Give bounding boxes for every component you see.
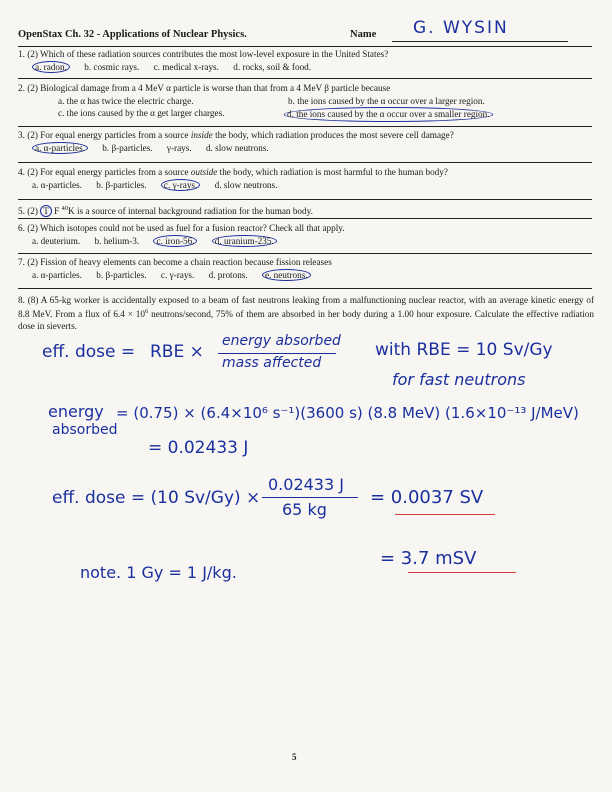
question-5 [18, 203, 596, 218]
divider [18, 78, 592, 79]
divider [18, 126, 592, 127]
rbe-value-note: with RBE = 10 Sv/Gy [375, 340, 553, 360]
question-stem: 6. (2) Which isotopes could not be used as fuel for a fusion reactor? Check all that apply. [18, 223, 345, 233]
option-b: b. the ions caused by the α occur over a larger region. [288, 95, 485, 106]
option-a: a. α-particles. [32, 179, 82, 190]
answer-millisieverts: = 3.7 mSV [380, 548, 477, 569]
question-6 [18, 222, 596, 247]
answer-underline [408, 572, 516, 573]
question-2 [18, 82, 596, 120]
option-d: d. slow neutrons. [214, 179, 278, 190]
divider [18, 199, 592, 200]
fraction-numerator: energy absorbed [222, 333, 341, 349]
answer-underline [395, 514, 495, 515]
answer-options [18, 269, 596, 282]
option-d: d. rocks, soil & food. [233, 61, 312, 72]
question-stem: 2. (2) Biological damage from a 4 MeV α particle is worse than that from a 4 MeV β particle because [18, 83, 391, 93]
energy-expression: = (0.75) × (6.4×10⁶ s⁻¹)(3600 s) (8.8 MeV) (1.6×10⁻¹³ J/MeV) [116, 404, 579, 422]
option-b: b. β-particles. [96, 269, 147, 280]
option-c: c. the ions caused by the α get larger charges. [58, 108, 225, 118]
option-d-circled: d. uranium-235. [212, 235, 277, 247]
eff-dose-label: eff. dose = [42, 342, 136, 362]
answer-sieverts: = 0.0037 SV [370, 487, 484, 508]
divider [18, 162, 592, 163]
question-4 [18, 166, 596, 191]
rbe-term: RBE × [150, 342, 204, 362]
option-a: a. the α has twice the electric charge. [58, 95, 194, 106]
option-b: b. helium-3. [94, 235, 140, 246]
question-stem: 1. (2) Which of these radiation sources contributes the most low-level exposure in the United States? [18, 49, 389, 59]
option-c-circled: c. iron-56. [153, 235, 197, 247]
option-b: b. cosmic rays. [84, 61, 140, 72]
question-1 [18, 48, 596, 73]
option-c: γ-rays. [166, 142, 192, 153]
true-circled: T [40, 205, 52, 217]
option-d: d. protons. [208, 269, 248, 280]
option-a-circled: a. α-particles. [32, 142, 88, 154]
option-a: a. α-particles. [32, 269, 82, 280]
divider [18, 253, 592, 254]
name-underline [392, 41, 568, 42]
question-stem: 4. (2) For equal energy particles from a source outside the body, which radiation is most harmful to the human body? [18, 167, 448, 177]
energy-result: = 0.02433 J [148, 438, 249, 458]
false-option: F [54, 206, 60, 217]
question-number: 5. (2) [18, 206, 38, 217]
fraction-bar [262, 497, 358, 498]
question-stem: 7. (2) Fission of heavy elements can become a chain reaction because fission releases [18, 257, 332, 267]
option-a: a. deuterium. [32, 235, 81, 246]
option-b: b. β-particles. [102, 142, 153, 153]
name-label: Name [350, 29, 377, 40]
eff-dose-calculation: eff. dose = (10 Sv/Gy) × [52, 488, 261, 508]
option-c: c. γ-rays. [160, 269, 195, 280]
calc-denominator: 65 kg [282, 500, 327, 519]
student-name: G. WYSIN [413, 18, 509, 38]
energy-label-line2: absorbed [52, 422, 118, 438]
option-d-circled: d. the ions caused by the α occur over a smaller region. [284, 107, 493, 122]
answer-options [18, 179, 596, 192]
answer-options [18, 235, 596, 248]
worksheet-title: OpenStax Ch. 32 - Applications of Nuclear Physics. [18, 29, 247, 40]
unit-note: note. 1 Gy = 1 J/kg. [80, 563, 237, 582]
option-c-circled: c. γ-rays. [161, 179, 200, 191]
fraction-bar [218, 353, 336, 354]
isotope-mass-number: 40 [61, 205, 69, 212]
question-text: K is a source of internal background radiation for the human body. [68, 206, 313, 217]
answer-options [18, 142, 596, 155]
energy-label-line1: energy [48, 402, 104, 421]
option-c: c. medical x-rays. [153, 61, 219, 72]
fast-neutrons-note: for fast neutrons [392, 370, 526, 389]
question-stem: 3. (2) For equal energy particles from a source inside the body, which radiation produces the most severe cell damage? [18, 130, 454, 140]
divider [18, 46, 592, 47]
option-a-circled: a. radon. [32, 61, 70, 73]
question-8: 8. (8) A 65-kg worker is accidentally exposed to a beam of fast neutrons leaking from a malfunctioning nuclear reactor, with an average kinetic energy of 8.8 MeV. From a flux of $6.4 \times 10^6$ neutrons/second, 75% of them are absorbed in her body during a 1.00 hour exposure. Calculate the effective radiation dose in sieverts. [18, 295, 594, 332]
option-d: d. slow neutrons. [205, 142, 269, 153]
page-number: 5 [292, 752, 297, 762]
question-7 [18, 256, 596, 281]
answer-options [18, 61, 596, 74]
option-b: b. β-particles. [96, 179, 147, 190]
option-e-circled: e. neutrons. [262, 269, 311, 281]
divider [18, 288, 592, 289]
question-3 [18, 129, 596, 154]
divider [18, 218, 592, 219]
calc-numerator: 0.02433 J [268, 475, 344, 494]
fraction-denominator: mass affected [222, 355, 322, 371]
